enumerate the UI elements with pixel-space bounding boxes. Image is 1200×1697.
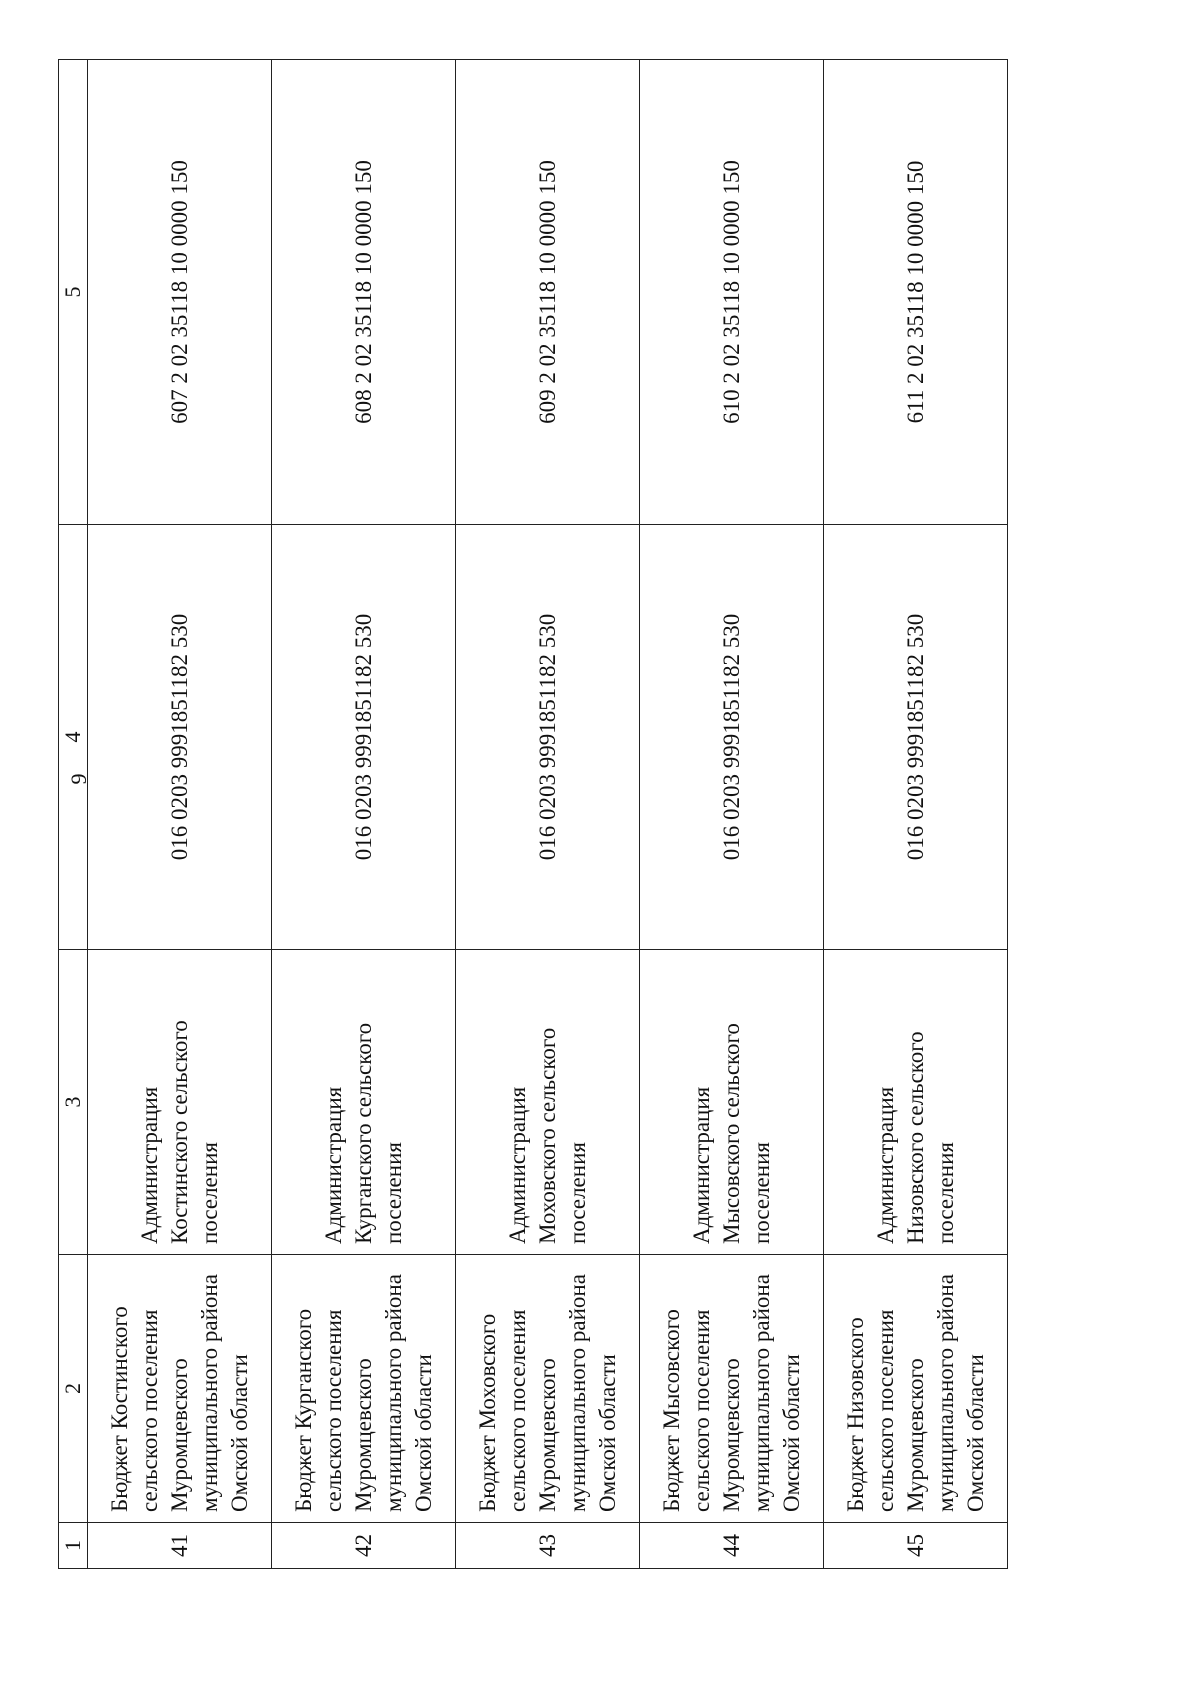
header-col-5: 5: [59, 60, 88, 525]
expense-code-cell: 016 0203 9991851182 530: [272, 525, 456, 950]
income-code-cell: 611 2 02 35118 10 0000 150: [824, 60, 1008, 525]
expense-code-cell: 016 0203 9991851182 530: [456, 525, 640, 950]
admin-line: Администрация: [320, 1086, 346, 1244]
budget-line: Бюджет Низовского: [842, 1317, 868, 1512]
budget-cell: [456, 1255, 640, 1523]
budget-line: сельского поселения: [504, 1309, 530, 1512]
budget-line: Муромцевского: [902, 1358, 928, 1512]
table-row: [272, 60, 456, 1569]
admin-line: Администрация: [688, 1086, 714, 1244]
admin-line: Администрация: [872, 1086, 898, 1244]
expense-code-cell: 016 0203 9991851182 530: [88, 525, 272, 950]
admin-line: Мысовского сельского: [718, 1023, 744, 1244]
admin-line: Администрация: [136, 1086, 162, 1244]
budget-line: муниципального района: [196, 1274, 222, 1512]
administrator-cell: [456, 950, 640, 1255]
row-number: 41: [88, 1523, 272, 1569]
budget-line: муниципального района: [564, 1274, 590, 1512]
budget-line: Муромцевского: [534, 1358, 560, 1512]
header-col-4: 4: [59, 525, 88, 950]
budget-line: муниципального района: [380, 1274, 406, 1512]
admin-line: Низовского сельского: [902, 1031, 928, 1244]
budget-cell: [272, 1255, 456, 1523]
administrator-cell: [88, 950, 272, 1255]
table-body: [88, 60, 1008, 1569]
income-code-cell: 609 2 02 35118 10 0000 150: [456, 60, 640, 525]
budget-line: муниципального района: [748, 1274, 774, 1512]
administrator-cell: [824, 950, 1008, 1255]
budget-line: Омской области: [410, 1354, 436, 1512]
budget-table: [58, 59, 1008, 1569]
administrator-cell: [272, 950, 456, 1255]
budget-line: сельского поселения: [872, 1309, 898, 1512]
row-number: 43: [456, 1523, 640, 1569]
budget-line: Бюджет Моховского: [474, 1313, 500, 1512]
budget-line: Бюджет Костинского: [106, 1306, 132, 1512]
page-number: 9: [66, 773, 91, 785]
admin-line: Моховского сельского: [534, 1027, 560, 1244]
expense-code-cell: 016 0203 9991851182 530: [824, 525, 1008, 950]
budget-line: сельского поселения: [688, 1309, 714, 1512]
budget-line: Муромцевского: [166, 1358, 192, 1512]
budget-line: Бюджет Мысовского: [658, 1309, 684, 1512]
row-number: 45: [824, 1523, 1008, 1569]
row-number: 44: [640, 1523, 824, 1569]
budget-cell: [640, 1255, 824, 1523]
admin-line: поселения: [380, 1142, 406, 1244]
header-row: [59, 60, 88, 1569]
header-col-2: 2: [59, 1255, 88, 1523]
header-col-3: 3: [59, 950, 88, 1255]
table-row: [88, 60, 272, 1569]
income-code-cell: 607 2 02 35118 10 0000 150: [88, 60, 272, 525]
budget-line: сельского поселения: [136, 1309, 162, 1512]
expense-code-cell: 016 0203 9991851182 530: [640, 525, 824, 950]
budget-line: Омской области: [594, 1354, 620, 1512]
budget-line: Муромцевского: [350, 1358, 376, 1512]
income-code-cell: 608 2 02 35118 10 0000 150: [272, 60, 456, 525]
admin-line: поселения: [748, 1142, 774, 1244]
budget-line: Омской области: [226, 1354, 252, 1512]
administrator-cell: [640, 950, 824, 1255]
admin-line: Курганского сельского: [350, 1022, 376, 1244]
table-row: [456, 60, 640, 1569]
budget-line: Бюджет Курганского: [290, 1308, 316, 1512]
row-number: 42: [272, 1523, 456, 1569]
budget-cell: [88, 1255, 272, 1523]
budget-line: Муромцевского: [718, 1358, 744, 1512]
budget-cell: [824, 1255, 1008, 1523]
budget-line: сельского поселения: [320, 1309, 346, 1512]
table-row: [824, 60, 1008, 1569]
header-col-1: 1: [59, 1523, 88, 1569]
table-header: [59, 60, 88, 1569]
admin-line: Костинского сельского: [166, 1020, 192, 1244]
income-code-cell: 610 2 02 35118 10 0000 150: [640, 60, 824, 525]
admin-line: поселения: [196, 1142, 222, 1244]
budget-line: Омской области: [778, 1354, 804, 1512]
admin-line: Администрация: [504, 1086, 530, 1244]
budget-line: муниципального района: [932, 1274, 958, 1512]
admin-line: поселения: [564, 1142, 590, 1244]
table-row: [640, 60, 824, 1569]
budget-line: Омской области: [962, 1354, 988, 1512]
admin-line: поселения: [932, 1142, 958, 1244]
